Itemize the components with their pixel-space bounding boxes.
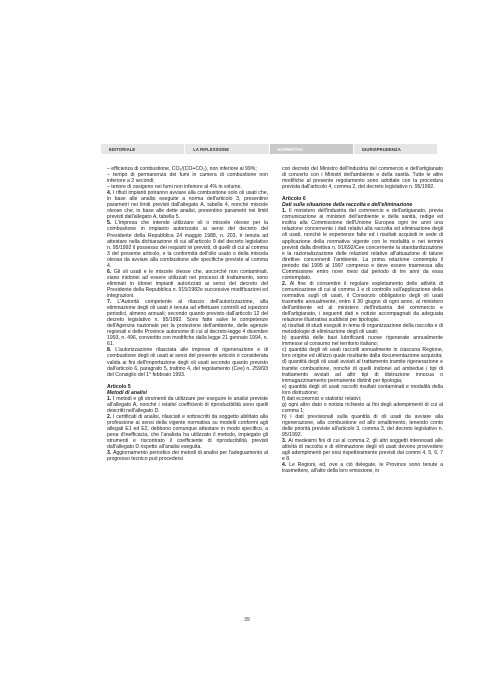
nav-tab-label: GIURISPRUDENZA	[361, 146, 401, 152]
paragraph-number: 7.	[107, 299, 118, 306]
paragraph: 7. L'Autorità competente al rilascio dell'autorizzazione, alla eliminazione degli oli usati è tenuta ad effettuare controlli ed ispezioni periodici, almeno annuali; secondo quanto previsto dall'articolo 12 del decreto legislativo n. 95/1992. Sono fatte salve le competenze dell'Agenzia nazionale per la protezione dell'ambiente, delle agenzie regionali e delle Province autonome di cui al decreto-legge 4 dicembre 1993, n. 496, convertito con modifiche dalla legge 21 gennaio 1994, n. 61.	[107, 299, 269, 348]
paragraph: 2. I certificati di analisi, rilasciati e sottoscritti da soggetto abilitato alla professione ai sensi della vigente normativa su modelli conformi agli allegati E1 ed E2, debbono comunque attestare in modo specifico, a pena d'inefficacia, che l'analista ha utilizzato il metodo, impiegato gli strumenti e riscontrato il coefficiente di riproducibilità previsti dall'allegato D rispetto all'analisi eseguita.	[107, 413, 268, 451]
nav-tab-label: EDITORIALE	[109, 146, 136, 152]
paragraph-number: 1.	[107, 395, 114, 402]
paragraph: b) quantità delle basi lubrificanti nuove rigenerate annualmente immesse al consumo nel territorio italiano;	[282, 335, 443, 348]
nav-tab-label: NORMATIVA	[277, 146, 304, 152]
paragraph-number: 6.	[107, 268, 114, 275]
paragraph: a) risultati di studi eseguiti in tema di organizzazione della raccolta e di metodologie di eliminazione degli oli usati;	[282, 323, 443, 336]
paragraph: 1. Il ministero dell'industria del commercio e dell'artigianato, previa comunicazione ai ministeri dell'ambiente e della sanità, redige ed inoltra alla Commissione dell'Unione Europea ogni tre anni una relazione concernente i dati relativi alla raccolta ed eliminazione degli oli usati, nonché le esperienze fatte ed i risultati acquisiti in sede di applicazione della normativa vigente con le modalità e nei termini previsti dalla direttiva n. 91/692/Cee concernente la standardizzazione e la razionalizzazione delle relazioni relative all'attuazione di talune direttive concernenti l'ambiente. La prima relazione contempla il periodo dal 1995 al 1997 compreso e deve essere trasmessa alla Commissione entro nove mesi dal periodo di tre anni da essa contemplato.	[282, 208, 443, 281]
paragraph: – tempo di permanenza dei fumi in camera di combustione non inferiore a 2 secondi;	[107, 172, 268, 185]
nav-tab-giurisprudenza[interactable]	[354, 144, 438, 154]
text-column-right	[282, 166, 443, 474]
paragraph-number: 8.	[107, 347, 116, 354]
paragraph: f) dati economici e statistici relativi;	[282, 395, 362, 402]
paragraph: 1. I metodi e gli strumenti da utilizzare per eseguire le analisi previste all'allegato A, nonché i relativi coefficienti di riproducibilità sono quelli descritti nell'allegato D.	[107, 395, 269, 414]
paragraph-number: 2.	[107, 413, 114, 420]
paragraph: 4. I rifiuti impianti potranno avviare alla combustione solo oli usati che, in base alle analisi eseguite a norma dell'articolo 3, presentino parametri nei limiti previsti dall'allegato A, tabella 4, nonché miscele oleose che, in base alle dette analisi, presentino parametri nei limiti previsti dall'allegato A, tabella 5.	[107, 190, 268, 221]
paragraph: 3. Ai medesimi fini di cui al comma 2, gli altri soggetti interessati alle attività di raccolta e di eliminazione degli oli usati devono provvedere agli adempimenti per essi rispettivamente previsti dai commi 4, 5, 6, 7 e 8.	[282, 438, 443, 463]
paragraph-number: 4.	[282, 462, 290, 469]
paragraph-number: 3.	[107, 450, 113, 457]
paragraph: e) quantità degli oli usati raccolti risultati contaminati e modalità della loro distruzione;	[282, 383, 443, 396]
paragraph: 6. Gli oli usati e le miscele oleose che, ancorché non contaminati, siano inidonei ad essere utilizzati nei processi di trattamento, sono eliminati in idonei impianti autorizzati ai sensi del decreto del Presidente della Repubblica n. 915/1982e successive modificazioni ed integrazioni.	[107, 268, 268, 299]
paragraph: 8. L'autorizzazione rilasciata alle imprese di rigenerazione e di combustione degli oli usati ai sensi del presente articolo è considerata valida ai fini dell'importazione degli oli usati secondo quanto previsto dall'articolo 6, paragrafo 5, trattino 4, del regolamento (Cee) n. 259/93 del Consiglio del 1° febbraio 1993.	[107, 347, 268, 378]
paragraph-number: 3.	[282, 438, 289, 445]
article-subheading: Dati sulla situazione della raccolta e dell'eliminazione	[282, 202, 413, 209]
nav-tab-label: LA RIFLESSIONE	[193, 146, 230, 152]
nav-tab-normativa[interactable]	[270, 144, 354, 154]
paragraph: 5. L'impresa che intende utilizzare oli o miscele oleose per la combustione in impianto autorizzato ai sensi del decreto del Presidente della Repubblica 24 maggio 1988, n. 203, è tenuta ad attestare nella dichiarazione di cui all'articolo 9 del decreto legislativo n. 95/1992 il possesso dei requisiti ivi previsti, di quelli di cui al comma 3 del presente articolo, e la conformità dell'olio usato o della miscela oleosa da avviare alla combustione alle specifiche previste al comma 4.	[107, 220, 269, 269]
paragraph-number: 5.	[107, 220, 116, 227]
paragraph: h) i dati previsionali sulla quantità di oli usati da avviare alla rigenerazione, alla combustione ed allo smaltimento, tenendo conto delle priorità previste all'articolo 3, comma 3, del decreto legislativo n. 95/1992.	[282, 413, 443, 439]
article-heading: Articolo 5	[107, 383, 131, 390]
nav-tab-la-riflessione[interactable]	[185, 144, 269, 154]
paragraph: d) quantità degli oli usati avviati al trattamento tramite rigenerazione e tramite combustione, nonché di quelli inidonei ad ambedue i tipi di trattamento avviati ad altri tipi di distruzione innocua o immagazzinamento permanente distinti per tipologia;	[282, 359, 443, 384]
paragraph-number: 1.	[282, 208, 289, 215]
article-heading: Articolo 6	[282, 196, 306, 203]
paragraph: – efficienza di combustione, CO₂/(CO+CO₂), non inferiore al 99%;	[107, 166, 257, 172]
paragraph: g) ogni altro dato o notizia richiesto ai fini degli adempimenti di cui al comma 1;	[282, 401, 443, 414]
page-number: 39	[244, 617, 250, 623]
paragraph-number: 2.	[282, 280, 290, 287]
paragraph: – tenore di ossigeno nei fumi non inferiore al 4% in volume.	[107, 184, 242, 191]
paragraph: 2. Al fine di consentire il regolare espletamento delle attività di comunicazione di cui al comma 1 e di controllo sull'applicazione della normativa sugli oli usati, il Consorzio obbligatorio degli oli usati trasmette annualmente, entro il 30 giugno di ogni anno, al ministero dell'ambiente ed al ministero dell'industria del commercio e dell'artigianato, i seguenti dati e notizie accompagnati da adeguata relazione illustrativa suddivisi per tipologia:	[282, 280, 443, 324]
paragraph: c) quantità degli oli usati raccolti annualmente in ciascuna Regione, loro origine ed utilizzo quale risultante dalla documentazione acquisita;	[282, 347, 443, 360]
text-column-left	[107, 166, 268, 462]
paragraph-number: 4.	[107, 190, 113, 197]
paragraph: 4. Le Regioni, ed, ove a ciò delegate, le Province sono tenute a trasmettere, all'atto della loro emissione, in	[282, 462, 443, 475]
paragraph: 3. Aggiornamento periodico dei metodi di analisi per l'adeguamento al progresso tecnico può procedersi	[107, 450, 268, 463]
nav-tab-editoriale[interactable]	[101, 144, 185, 154]
article-subheading: Metodi di analisi	[107, 389, 147, 396]
paragraph: con decreto del Ministro dell'industria del commercio e dell'artigianato di concerto con i Ministri dell'ambiente e della sanità. Tutte le altre modifiche al presente regolamento sono adottate con la procedura prevista dall'articolo 4, comma 2, del decreto legislativo n. 95/1992.	[282, 166, 443, 191]
section-nav	[101, 144, 438, 154]
